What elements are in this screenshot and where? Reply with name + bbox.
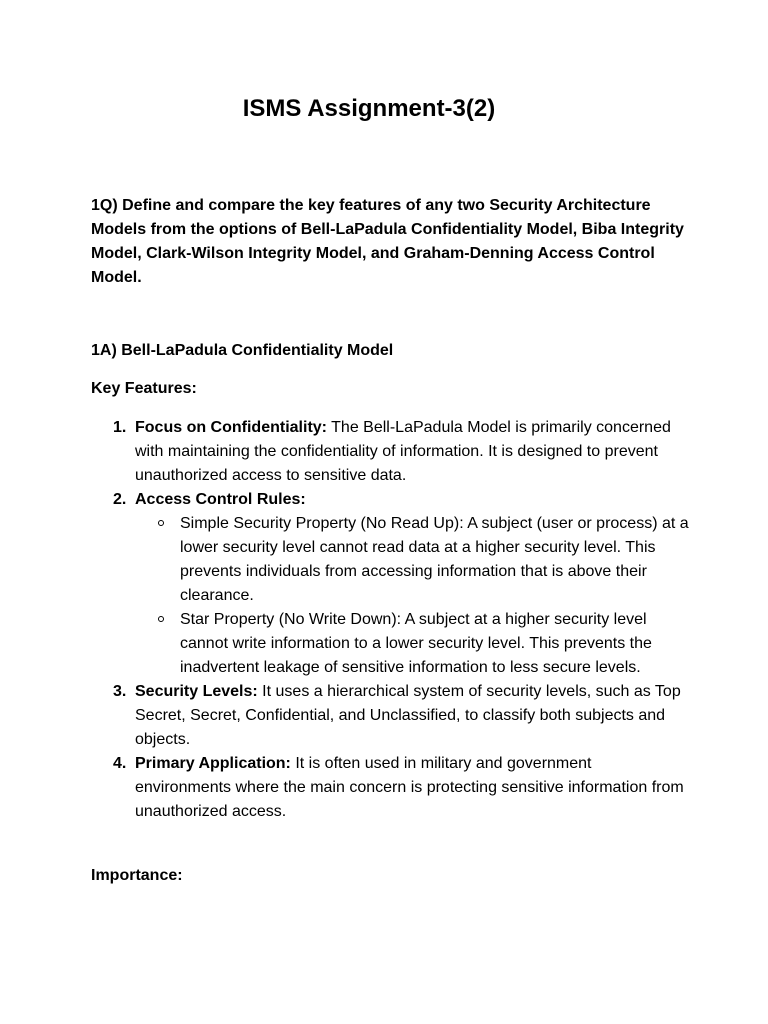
sub-list-item <box>135 512 691 608</box>
list-item-number: 3. <box>113 683 127 700</box>
importance-label: Importance: <box>91 867 183 884</box>
feature-title: Focus on Confidentiality: <box>135 419 327 436</box>
access-control-rules-list <box>135 512 691 680</box>
feature-title: Security Levels: <box>135 683 258 700</box>
sub-list-item <box>135 608 691 680</box>
list-item-number: 1. <box>113 419 127 436</box>
question-text: 1Q) Define and compare the key features of any two Security Architecture Models from the options of Bell-LaPadula Confidentiality Model, Biba Integrity Model, Clark-Wilson Integrity Model, and Graham-Denning Access Control Model. <box>91 197 684 286</box>
document-title: ISMS Assignment-3(2) <box>242 95 496 122</box>
circle-bullet-icon <box>158 616 164 622</box>
sub-item-text: Simple Security Property (No Read Up): A subject (user or process) at a lower security level cannot read data at a higher security level. This prevents individuals from accessing information that is above their clearance. <box>180 515 689 604</box>
list-item <box>91 752 691 824</box>
sub-item-text: Star Property (No Write Down): A subject at a higher security level cannot write information to a lower security level. This prevents the inadvertent leakage of sensitive information to less secure levels. <box>180 611 652 676</box>
feature-title: Primary Application: <box>135 755 291 772</box>
feature-title: Access Control Rules: <box>135 491 306 508</box>
feature-text: The Bell-LaPadula Model is primarily concerned with maintaining the confidentiality of information. It is designed to prevent unauthorized access to sensitive data. <box>135 419 671 484</box>
list-item <box>91 488 691 680</box>
answer-heading: 1A) Bell-LaPadula Confidentiality Model <box>91 342 394 359</box>
list-item-number: 2. <box>113 491 127 508</box>
feature-text: It uses a hierarchical system of security levels, such as Top Secret, Secret, Confidential, and Unclassified, to classify both subjects and objects. <box>135 683 681 748</box>
key-features-label: Key Features: <box>91 380 197 397</box>
circle-bullet-icon <box>158 520 164 526</box>
feature-text: It is often used in military and government environments where the main concern is protecting sensitive information from unauthorized access. <box>135 755 684 820</box>
key-features-list <box>91 416 691 824</box>
list-item <box>91 416 691 488</box>
list-item <box>91 680 691 752</box>
list-item-number: 4. <box>113 755 127 772</box>
